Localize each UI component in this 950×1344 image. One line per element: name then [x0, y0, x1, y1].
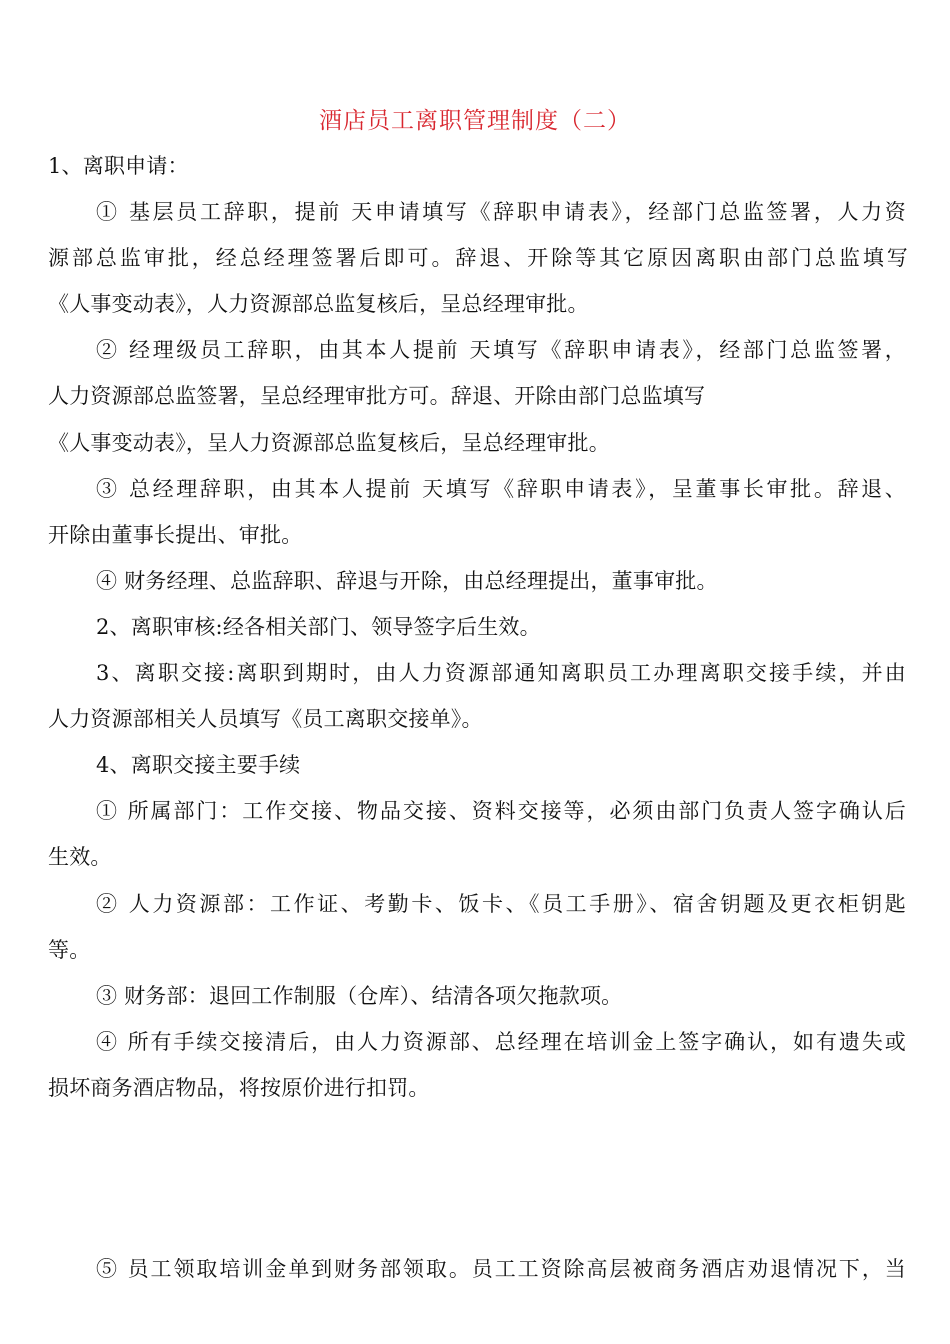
text-line: 等。	[48, 938, 91, 962]
text-line: ④ 财务经理、总监辞职、辞退与开除，由总经理提出，董事审批。	[96, 569, 718, 593]
text-line: 人力资源部相关人员填写《员工离职交接单》。	[48, 707, 483, 731]
text-line: 4、离职交接主要手续	[96, 753, 301, 777]
text-line: 2、离职审核:经各相关部门、领导签字后生效。	[96, 615, 541, 639]
text-line: 源部总监审批，经总经理签署后即可。辞退、开除等其它原因离职由部门总监填写	[48, 246, 908, 270]
text-line: ⑤ 员工领取培训金单到财务部领取。员工工资除高层被商务酒店劝退情况下，当	[96, 1257, 906, 1281]
text-line: 《人事变动表》，人力资源部总监复核后，呈总经理审批。	[48, 292, 589, 316]
document-title: 酒店员工离职管理制度（二）	[319, 108, 631, 134]
text-line: ③ 财务部：退回工作制服（仓库）、结清各项欠拖款项。	[96, 984, 623, 1008]
text-line: ② 经理级员工辞职，由其本人提前 天填写《辞职申请表》，经部门总监签署，	[96, 338, 906, 362]
text-line: ① 所属部门：工作交接、物品交接、资料交接等，必须由部门负责人签字确认后	[96, 799, 906, 823]
text-line: 人力资源部总监签署，呈总经理审批方可。辞退、开除由部门总监填写	[48, 384, 706, 408]
text-line: ③ 总经理辞职，由其本人提前 天填写《辞职申请表》，呈董事长审批。辞退、	[96, 477, 906, 501]
text-line: ① 基层员工辞职，提前 天申请填写《辞职申请表》，经部门总监签署，人力资	[96, 200, 906, 224]
text-line: 损坏商务酒店物品，将按原价进行扣罚。	[48, 1076, 430, 1100]
text-line: 1、离职申请：	[48, 154, 189, 178]
text-line: ② 人力资源部：工作证、考勤卡、饭卡、《员工手册》、宿舍钥题及更衣柜钥匙	[96, 892, 906, 916]
text-line: 开除由董事长提出、审批。	[48, 523, 303, 547]
text-line: 生效。	[48, 845, 112, 869]
text-line: 3、离职交接:离职到期时，由人力资源部通知离职员工办理离职交接手续，并由	[96, 661, 906, 685]
text-line: ④ 所有手续交接清后，由人力资源部、总经理在培训金上签字确认，如有遗失或	[96, 1030, 906, 1054]
text-line: 《人事变动表》，呈人力资源部总监复核后，呈总经理审批。	[48, 431, 610, 455]
